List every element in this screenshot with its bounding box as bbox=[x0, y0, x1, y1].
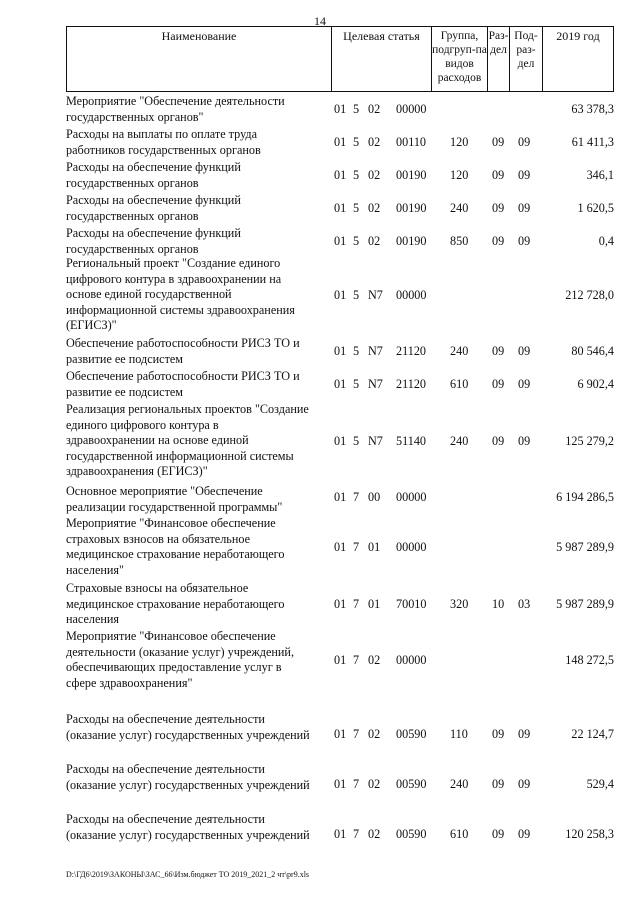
row-code-3: 02 bbox=[368, 135, 381, 149]
header-razdel: Раз-дел bbox=[488, 27, 510, 91]
row-name: Мероприятие "Обеспечение деятельности государственных органов" bbox=[66, 94, 285, 124]
row-code-4: 00190 bbox=[396, 168, 427, 182]
row-amount: 212 728,0 bbox=[565, 288, 614, 302]
row-code-3: 02 bbox=[368, 201, 381, 215]
row-code-3: 01 bbox=[368, 540, 381, 554]
row-razdel: 09 bbox=[492, 434, 505, 448]
row-amount: 5 987 289,9 bbox=[556, 540, 614, 554]
row-code-2: 5 bbox=[353, 377, 360, 391]
row-name: Расходы на обеспечение функций государственных органов bbox=[66, 160, 241, 190]
row-code-1: 01 bbox=[334, 434, 347, 448]
row-razdel: 09 bbox=[492, 201, 505, 215]
row-amount: 120 258,3 bbox=[565, 827, 614, 841]
row-amount: 0,4 bbox=[598, 234, 614, 248]
row-code-2: 7 bbox=[353, 653, 360, 667]
row-group: 120 bbox=[450, 135, 469, 149]
row-code-4: 00190 bbox=[396, 201, 427, 215]
row-code-2: 5 bbox=[353, 288, 360, 302]
row-podrazdel: 09 bbox=[518, 827, 531, 841]
row-code-1: 01 bbox=[334, 653, 347, 667]
header-podrazdel: Под-раз-дел bbox=[510, 27, 543, 91]
header-target-article: Целевая статья bbox=[332, 27, 432, 91]
row-group: 240 bbox=[450, 344, 469, 358]
row-razdel: 09 bbox=[492, 135, 505, 149]
row-razdel: 09 bbox=[492, 234, 505, 248]
row-amount: 529,4 bbox=[586, 777, 614, 791]
row-code-1: 01 bbox=[334, 234, 347, 248]
row-podrazdel: 09 bbox=[518, 168, 531, 182]
row-code-1: 01 bbox=[334, 135, 347, 149]
row-group: 240 bbox=[450, 201, 469, 215]
row-podrazdel: 09 bbox=[518, 434, 531, 448]
row-group: 120 bbox=[450, 168, 469, 182]
row-code-4: 00190 bbox=[396, 234, 427, 248]
row-code-2: 7 bbox=[353, 777, 360, 791]
row-razdel: 09 bbox=[492, 344, 505, 358]
row-name: Региональный проект "Создание единого цифрового контура в здравоохранении на основе единой государственной информационной системы здравоохранения (ЕГИСЗ)" bbox=[66, 256, 295, 333]
row-razdel: 10 bbox=[492, 597, 505, 611]
row-code-1: 01 bbox=[334, 827, 347, 841]
row-group: 850 bbox=[450, 234, 469, 248]
row-code-4: 00590 bbox=[396, 827, 427, 841]
row-razdel: 09 bbox=[492, 727, 505, 741]
row-group: 610 bbox=[450, 377, 469, 391]
row-amount: 61 411,3 bbox=[571, 135, 614, 149]
header-year: 2019 год bbox=[556, 29, 600, 43]
file-path-footer: D:\ГД6\2019\ЗАКОНЫ\ЗАС_66\Изм.бюджет ТО 2019_2021_2 чт\pr9.xls bbox=[66, 870, 310, 879]
row-amount: 6 902,4 bbox=[577, 377, 614, 391]
row-amount: 22 124,7 bbox=[571, 727, 614, 741]
row-code-2: 5 bbox=[353, 135, 360, 149]
row-code-1: 01 bbox=[334, 777, 347, 791]
row-code-2: 5 bbox=[353, 234, 360, 248]
row-group: 240 bbox=[450, 434, 469, 448]
row-name: Расходы на выплаты по оплате труда работников государственных органов bbox=[66, 127, 261, 157]
row-code-3: 01 bbox=[368, 597, 381, 611]
row-code-1: 01 bbox=[334, 168, 347, 182]
row-code-3: 02 bbox=[368, 102, 381, 116]
row-code-3: 00 bbox=[368, 490, 381, 504]
row-podrazdel: 09 bbox=[518, 377, 531, 391]
page-number: 14 bbox=[314, 14, 326, 28]
row-code-1: 01 bbox=[334, 102, 347, 116]
row-amount: 6 194 286,5 bbox=[556, 490, 614, 504]
row-name: Расходы на обеспечение деятельности (оказание услуг) государственных учреждений bbox=[66, 762, 310, 792]
row-name: Расходы на обеспечение деятельности (оказание услуг) государственных учреждений bbox=[66, 712, 310, 742]
row-name: Расходы на обеспечение деятельности (оказание услуг) государственных учреждений bbox=[66, 812, 310, 842]
row-podrazdel: 09 bbox=[518, 234, 531, 248]
row-podrazdel: 09 bbox=[518, 135, 531, 149]
row-code-2: 7 bbox=[353, 827, 360, 841]
row-group: 610 bbox=[450, 827, 469, 841]
row-code-4: 00000 bbox=[396, 288, 427, 302]
row-code-2: 7 bbox=[353, 597, 360, 611]
row-code-1: 01 bbox=[334, 540, 347, 554]
row-razdel: 09 bbox=[492, 777, 505, 791]
row-code-1: 01 bbox=[334, 727, 347, 741]
row-code-3: N7 bbox=[368, 377, 383, 391]
row-podrazdel: 03 bbox=[518, 597, 531, 611]
row-code-2: 7 bbox=[353, 490, 360, 504]
row-code-3: 02 bbox=[368, 827, 381, 841]
row-razdel: 09 bbox=[492, 827, 505, 841]
row-name: Реализация региональных проектов "Создание единого цифрового контура в здравоохранении на основе единой государственной информационной системы здравоохранения (ЕГИСЗ)" bbox=[66, 402, 309, 479]
row-name: Мероприятие "Финансовое обеспечение деятельности (оказание услуг) учреждений, обеспечивающих предоставление услуг в сфере здравоохранения" bbox=[66, 629, 294, 690]
row-code-3: 02 bbox=[368, 727, 381, 741]
row-code-4: 00000 bbox=[396, 490, 427, 504]
row-code-4: 00000 bbox=[396, 653, 427, 667]
row-code-4: 00590 bbox=[396, 777, 427, 791]
row-name: Обеспечение работоспособности РИСЗ ТО и развитие ее подсистем bbox=[66, 336, 300, 366]
row-group: 320 bbox=[450, 597, 469, 611]
row-name: Обеспечение работоспособности РИСЗ ТО и развитие ее подсистем bbox=[66, 369, 300, 399]
row-group: 110 bbox=[450, 727, 468, 741]
row-amount: 63 378,3 bbox=[571, 102, 614, 116]
row-podrazdel: 09 bbox=[518, 777, 531, 791]
row-code-2: 5 bbox=[353, 344, 360, 358]
row-code-3: 02 bbox=[368, 653, 381, 667]
row-code-1: 01 bbox=[334, 344, 347, 358]
row-podrazdel: 09 bbox=[518, 727, 531, 741]
header-group: Группа, подгруп-па видов расходов bbox=[432, 27, 488, 91]
row-code-2: 7 bbox=[353, 727, 360, 741]
row-code-3: 02 bbox=[368, 168, 381, 182]
row-code-3: 02 bbox=[368, 234, 381, 248]
row-code-2: 7 bbox=[353, 540, 360, 554]
row-code-3: 02 bbox=[368, 777, 381, 791]
row-code-1: 01 bbox=[334, 597, 347, 611]
row-code-4: 21120 bbox=[396, 344, 427, 358]
row-name: Расходы на обеспечение функций государственных органов bbox=[66, 193, 241, 223]
row-code-4: 00000 bbox=[396, 540, 427, 554]
row-amount: 148 272,5 bbox=[565, 653, 614, 667]
row-name: Расходы на обеспечение функций государственных органов bbox=[66, 226, 241, 256]
row-amount: 5 987 289,9 bbox=[556, 597, 614, 611]
row-code-4: 00000 bbox=[396, 102, 427, 116]
row-code-3: N7 bbox=[368, 434, 383, 448]
header-name: Наименование bbox=[67, 27, 332, 91]
row-code-3: N7 bbox=[368, 344, 383, 358]
row-code-3: N7 bbox=[368, 288, 383, 302]
row-amount: 1 620,5 bbox=[577, 201, 614, 215]
row-podrazdel: 09 bbox=[518, 201, 531, 215]
row-name: Основное мероприятие "Обеспечение реализации государственной программы" bbox=[66, 484, 283, 514]
row-code-1: 01 bbox=[334, 490, 347, 504]
table-header bbox=[66, 26, 614, 92]
row-razdel: 09 bbox=[492, 168, 505, 182]
row-code-4: 00110 bbox=[396, 135, 427, 149]
row-code-4: 51140 bbox=[396, 434, 427, 448]
row-code-2: 5 bbox=[353, 201, 360, 215]
row-group: 240 bbox=[450, 777, 469, 791]
row-podrazdel: 09 bbox=[518, 344, 531, 358]
row-amount: 80 546,4 bbox=[571, 344, 614, 358]
row-amount: 346,1 bbox=[586, 168, 614, 182]
row-code-1: 01 bbox=[334, 288, 347, 302]
row-code-1: 01 bbox=[334, 201, 347, 215]
row-name: Мероприятие "Финансовое обеспечение страховых взносов на обязательное медицинское страхование неработающего населения" bbox=[66, 516, 285, 577]
row-code-4: 70010 bbox=[396, 597, 427, 611]
row-name: Страховые взносы на обязательное медицинское страхование неработающего населения bbox=[66, 581, 285, 627]
row-code-1: 01 bbox=[334, 377, 347, 391]
row-code-2: 5 bbox=[353, 434, 360, 448]
row-amount: 125 279,2 bbox=[565, 434, 614, 448]
row-code-4: 21120 bbox=[396, 377, 427, 391]
row-code-4: 00590 bbox=[396, 727, 427, 741]
row-razdel: 09 bbox=[492, 377, 505, 391]
row-code-2: 5 bbox=[353, 168, 360, 182]
row-code-2: 5 bbox=[353, 102, 360, 116]
